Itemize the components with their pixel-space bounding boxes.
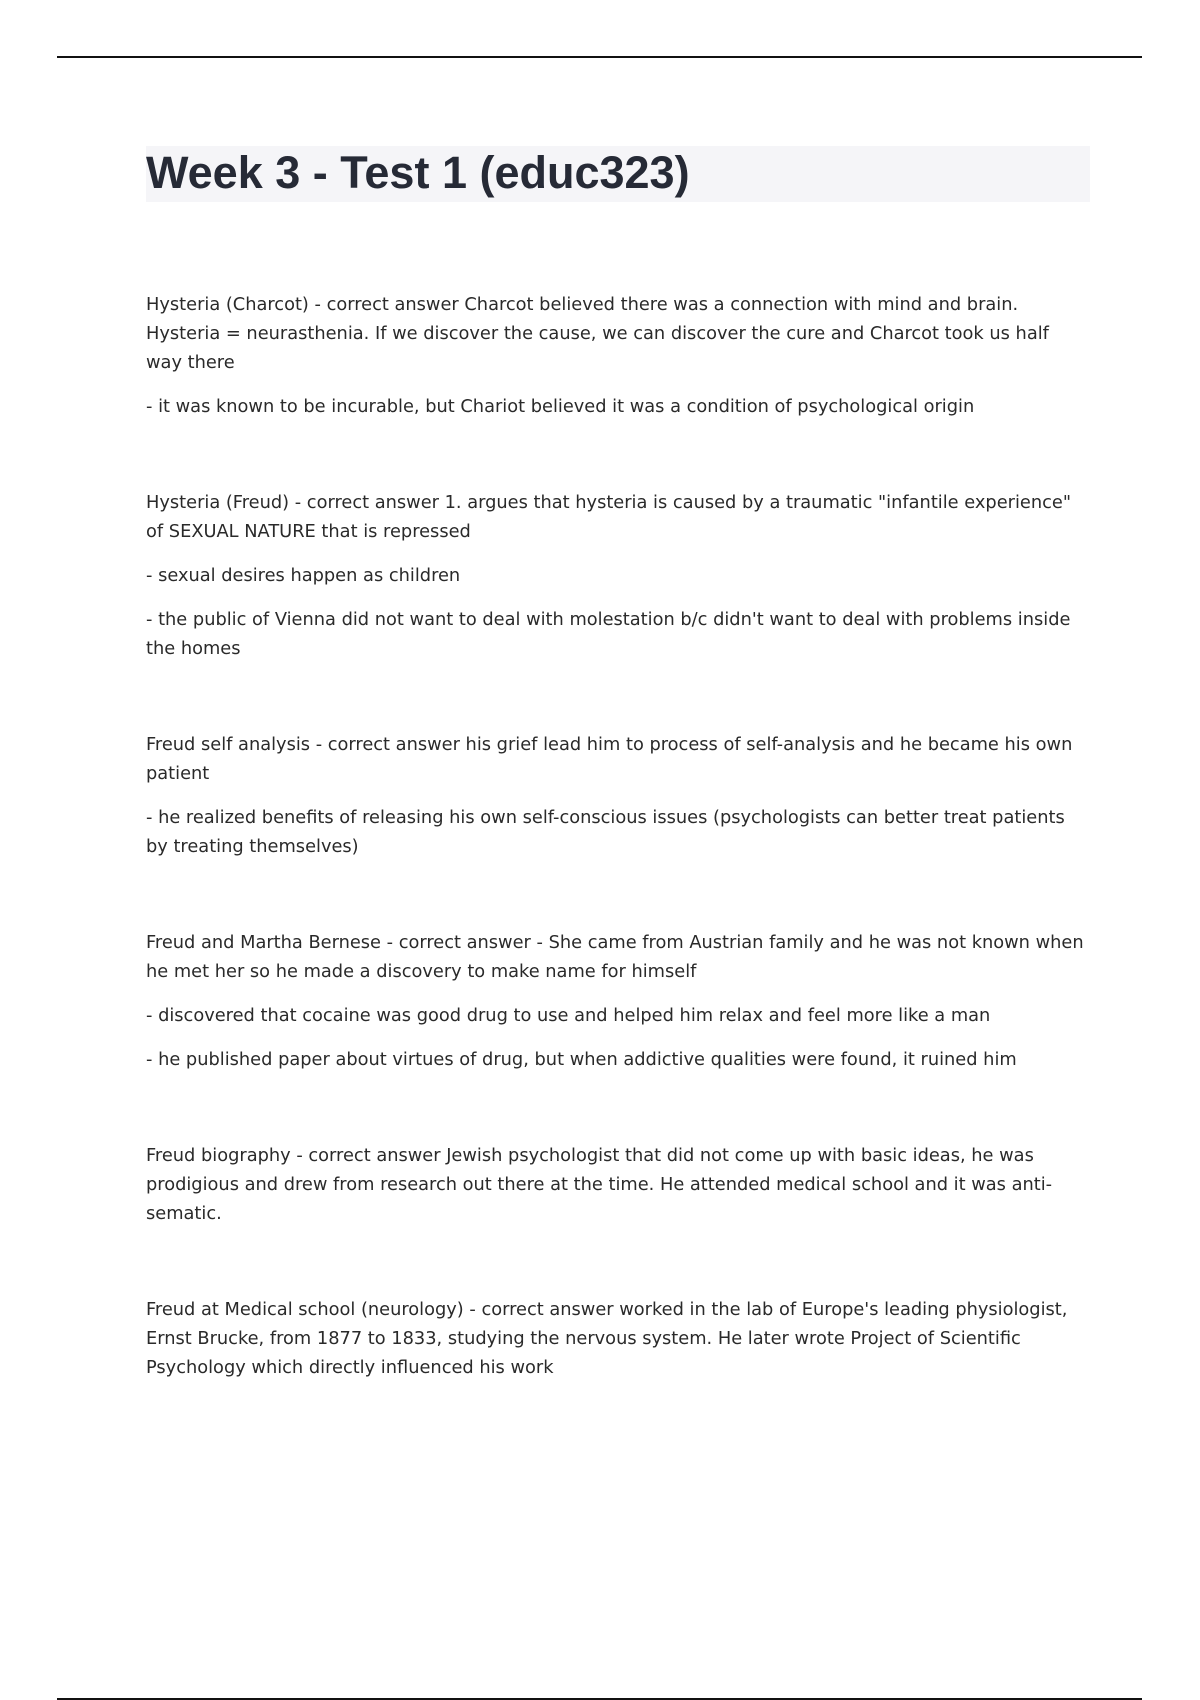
flashcard-note: - sexual desires happen as children: [146, 565, 461, 586]
flashcard-hysteria-charcot: [146, 290, 1090, 421]
flashcard-freud-self-analysis: [146, 730, 1090, 861]
flashcard-term-definition: Freud biography - correct answer Jewish psychologist that did not come up with basic ideas, he was prodigious and drew from research out there at the time. He attended medical school and it was anti-sematic.: [146, 1145, 1053, 1224]
flashcard-term-definition: Freud and Martha Bernese - correct answer - She came from Austrian family and he was not known when he met her so he made a discovery to make name for himself: [146, 932, 1084, 982]
flashcard-freud-biography: [146, 1141, 1090, 1228]
flashcard-term-definition: Hysteria (Charcot) - correct answer Charcot believed there was a connection with mind and brain. Hysteria = neurasthenia. If we discover the cause, we can discover the cure and Charcot took us half way there: [146, 294, 1049, 373]
flashcard-term-definition: Hysteria (Freud) - correct answer 1. argues that hysteria is caused by a traumatic "infantile experience" of SEXUAL NATURE that is repressed: [146, 492, 1071, 542]
flashcard-freud-martha-bernese: [146, 928, 1090, 1074]
top-rule: [57, 56, 1142, 58]
flashcard-note: - he published paper about virtues of drug, but when addictive qualities were found, it ruined him: [146, 1049, 1017, 1070]
flashcard-note: - the public of Vienna did not want to deal with molestation b/c didn't want to deal with problems inside the homes: [146, 609, 1071, 659]
flashcard-term-definition: Freud at Medical school (neurology) - correct answer worked in the lab of Europe's leading physiologist, Ernst Brucke, from 1877 to 1833, studying the nervous system. He later wrote Project of Scientific Psychology which directly influenced his work: [146, 1299, 1068, 1378]
flashcard-note: - it was known to be incurable, but Chariot believed it was a condition of psychological origin: [146, 396, 975, 417]
page-title: Week 3 - Test 1 (educ323): [146, 147, 690, 198]
flashcard-hysteria-freud: [146, 488, 1090, 663]
flashcard-freud-medical-school: [146, 1295, 1090, 1382]
flashcard-note: - he realized benefits of releasing his own self-conscious issues (psychologists can better treat patients by treating themselves): [146, 807, 1065, 857]
flashcard-term-definition: Freud self analysis - correct answer his grief lead him to process of self-analysis and he became his own patient: [146, 734, 1073, 784]
flashcard-note: - discovered that cocaine was good drug to use and helped him relax and feel more like a man: [146, 1005, 991, 1026]
flashcard-list: [146, 290, 1090, 1449]
